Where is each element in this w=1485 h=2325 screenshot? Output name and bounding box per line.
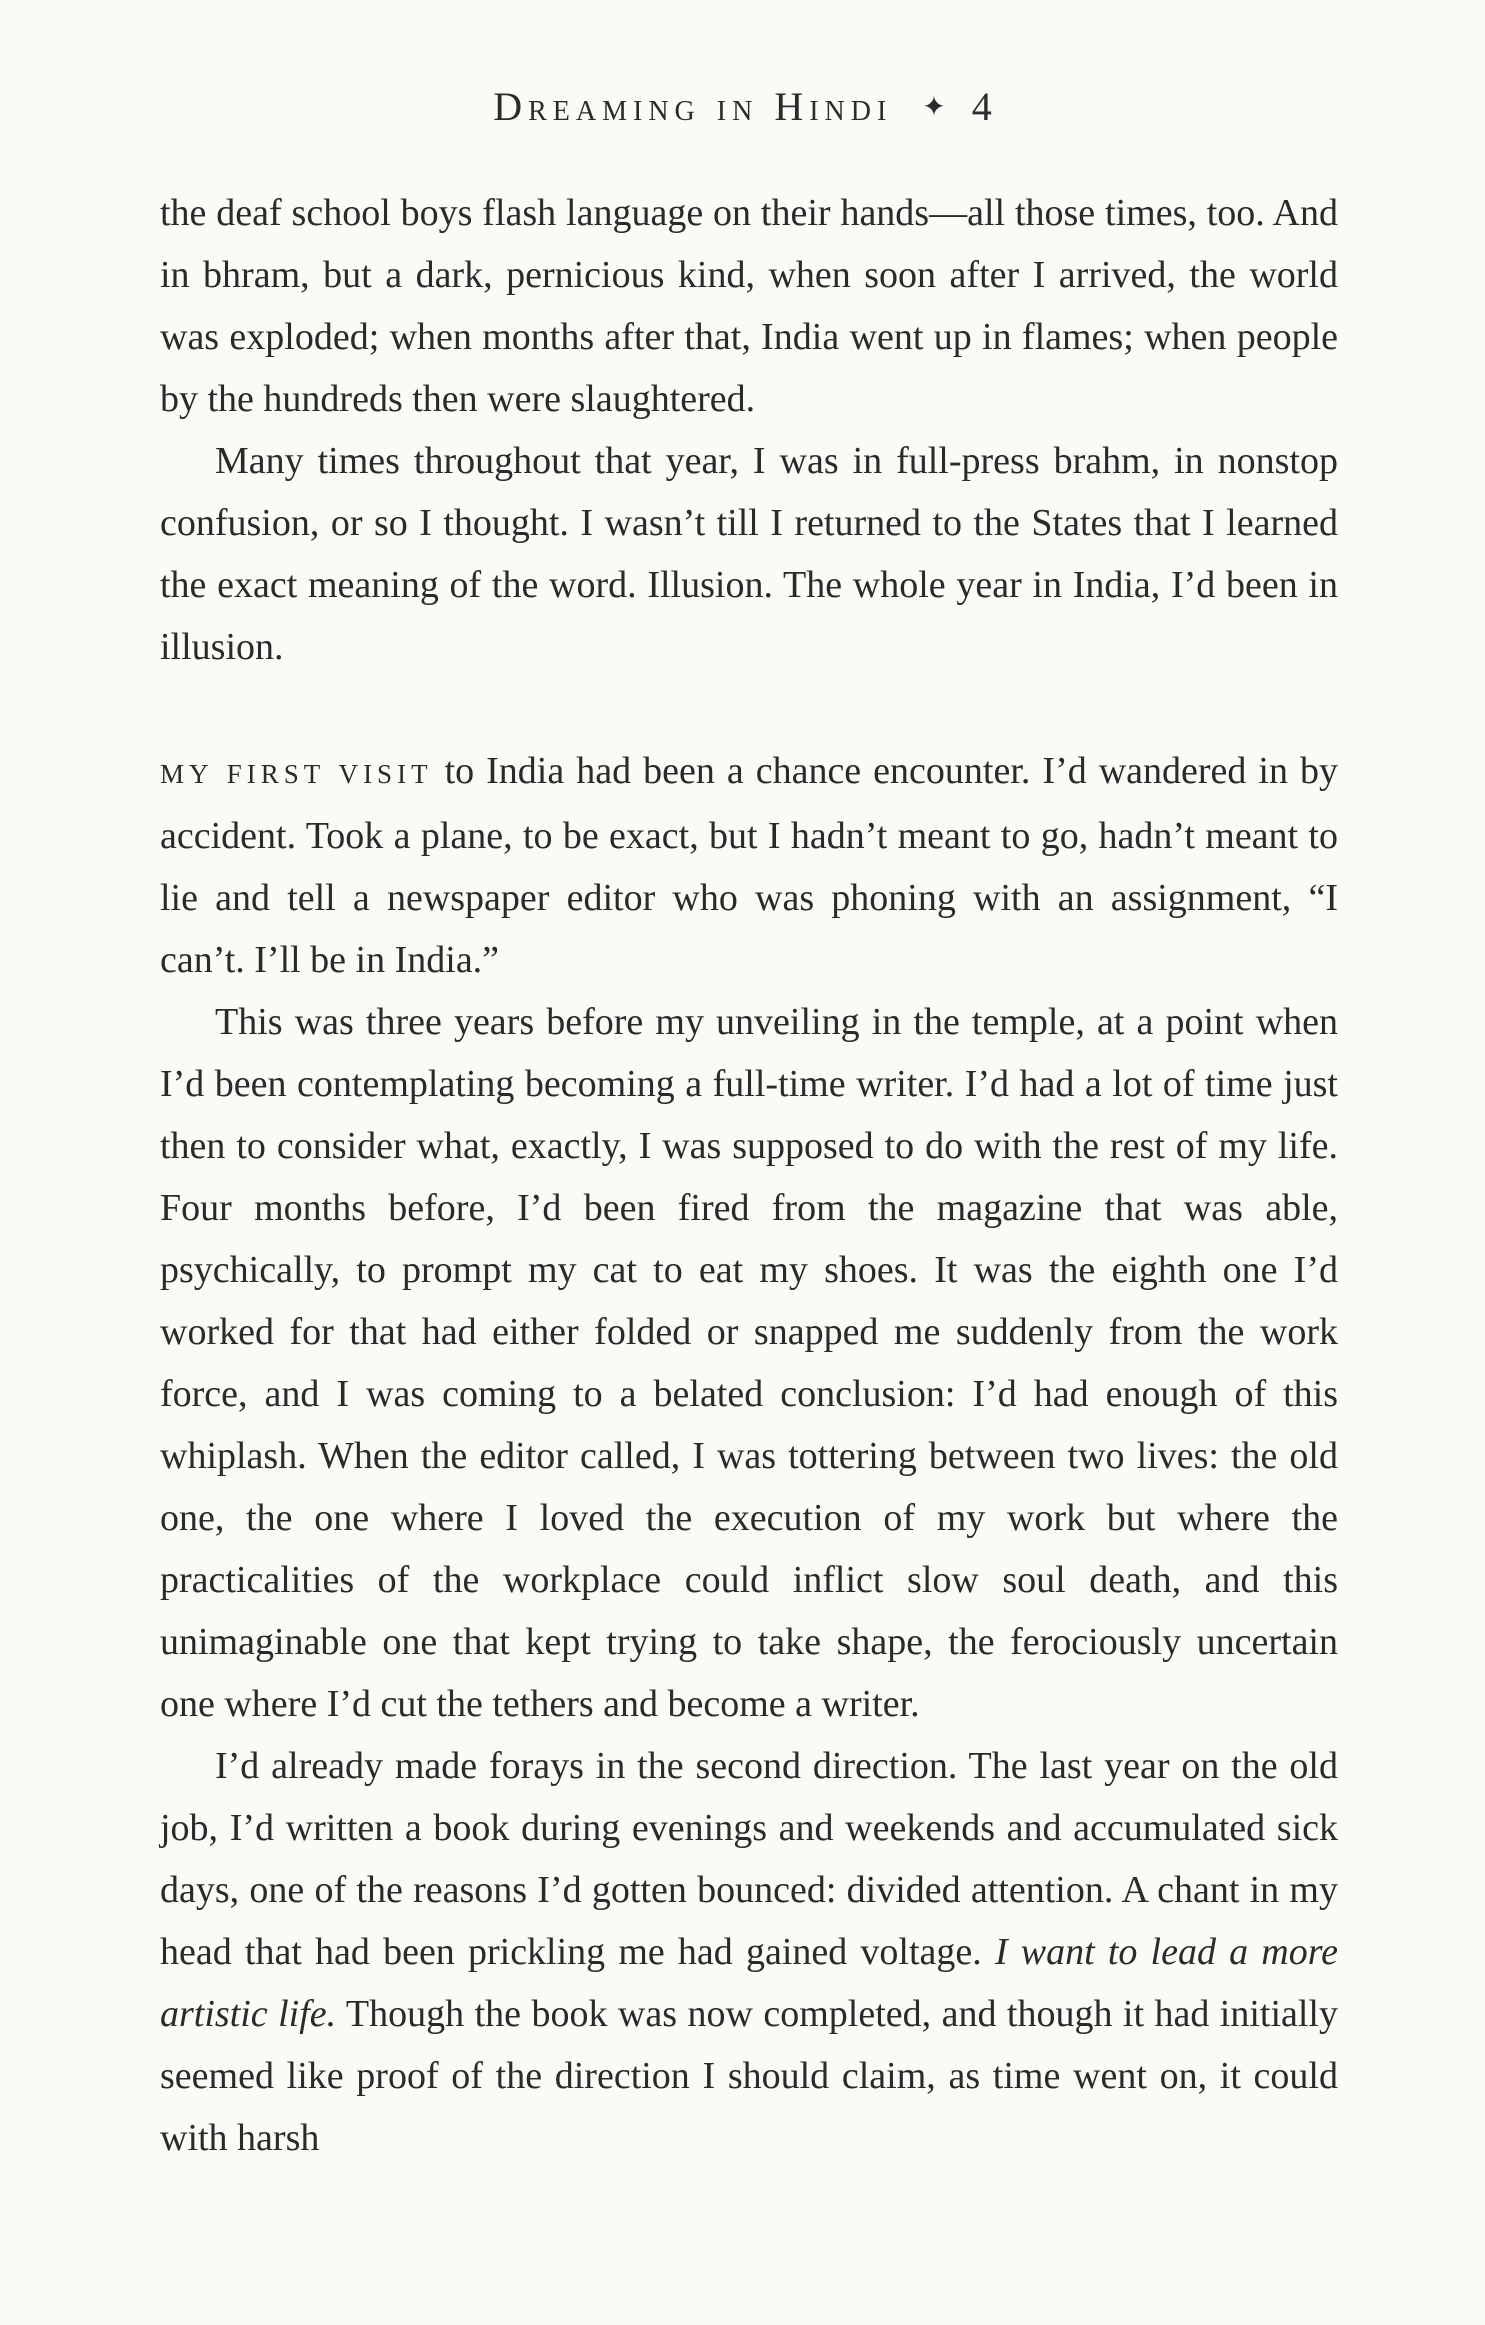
section-lead-in: MY FIRST VISIT	[160, 759, 433, 789]
paragraph-three-years-before: This was three years before my unveiling in the temple, at a point when I’d been contemplating becoming a full-time writer. I’d had a lot of time just then to consider what, exactly, I was supposed to do with the rest of my life. Four months before, I’d been fired from the magazine that was able, psychically, to prompt my cat to eat my shoes. It was the eighth one I’d worked for that had either folded or snapped me suddenly from the work force, and I was coming to a belated conclusion: I’d had enough of this whiplash. When the editor called, I was tottering between two lives: the old one, the one where I loved the execution of my work but where the practicalities of the workplace could inflict slow soul death, and this unimaginable one that kept trying to take shape, the ferociously uncertain one where I’d cut the tethers and become a writer.	[160, 1001, 1338, 1725]
running-head-title: Dreaming in Hindi	[493, 84, 893, 129]
page-number: 4	[971, 84, 992, 129]
italic-chant: I want to lead a more artistic life.	[160, 1931, 1338, 2035]
paragraph-continued: the deaf school boys flash language on their hands—all those times, too. And in bhram, but a dark, pernicious kind, when soon after I arrived, the world was exploded; when months after that, India went up in flames; when people by the hundreds then were slaughtered.	[160, 192, 1338, 420]
ornament-separator: ✦	[922, 92, 946, 123]
paragraph-forays-text-1: I’d already made forays in the second direction. The last year on the old job, I’d written a book during evenings and weekends and accumulated sick days, one of the reasons I’d gotten bounced: divided attention. A chant in my head that had been prickling me had gained voltage.	[160, 1745, 1338, 1973]
paragraph-illusion: Many times throughout that year, I was in full-press brahm, in nonstop confusion, or so I thought. I wasn’t till I returned to the States that I learned the exact meaning of the word. Illusion. The whole year in India, I’d been in illusion.	[160, 440, 1338, 668]
running-head	[0, 83, 1485, 130]
paragraph-forays-text-2: Though the book was now completed, and though it had initially seemed like proof of the direction I should claim, as time went on, it could with harsh	[160, 1993, 1338, 2159]
paragraph-forays	[160, 1735, 1338, 2169]
paragraph-section-start-text: to India had been a chance encounter. I’d wandered in by accident. Took a plane, to be exact, but I hadn’t meant to go, hadn’t meant to lie and tell a newspaper editor who was phoning with an assignment, “I can’t. I’ll be in India.”	[160, 750, 1338, 981]
body-text	[160, 182, 1338, 2169]
paragraph-section-start	[160, 740, 1338, 991]
